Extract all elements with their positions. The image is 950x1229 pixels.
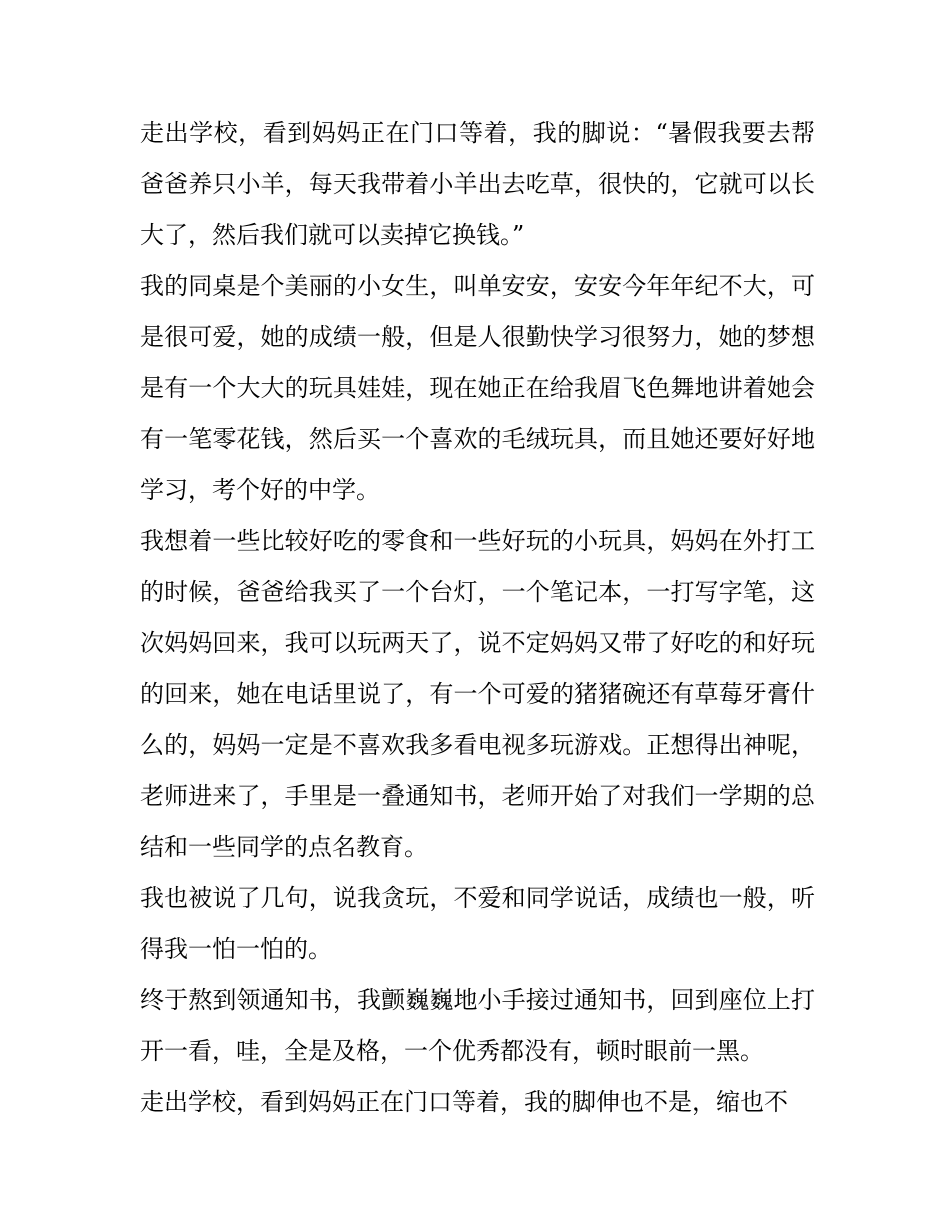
document-body — [140, 108, 815, 1128]
paragraph-2: 我的同桌是个美丽的小女生，叫单安安，安安今年年纪不大，可是很可爱，她的成绩一般，但是人很勤快学习很努力，她的梦想是有一个大大的玩具娃娃，现在她正在给我眉飞色舞地讲着她会有一笔零花钱，然后买一个喜欢的毛绒玩具，而且她还要好好地学习，考个好的中学。 — [140, 272, 815, 504]
paragraph-3: 我想着一些比较好吃的零食和一些好玩的小玩具，妈妈在外打工的时候，爸爸给我买了一个台灯，一个笔记本，一打写字笔，这次妈妈回来，我可以玩两天了，说不定妈妈又带了好吃的和好玩的回来，她在电话里说了，有一个可爱的猪猪碗还有草莓牙膏什么的，妈妈一定是不喜欢我多看电视多玩游戏。正想得出神呢，老师进来了，手里是一叠通知书，老师开始了对我们一学期的总结和一些同学的点名教育。 — [140, 527, 815, 861]
paragraph-5: 终于熬到领通知书，我颤巍巍地小手接过通知书，回到座位上打开一看，哇，全是及格，一个优秀都没有，顿时眼前一黑。 — [140, 986, 815, 1065]
paragraph-6: 走出学校，看到妈妈正在门口等着，我的脚伸也不是，缩也不 — [140, 1088, 788, 1116]
paragraph-4: 我也被说了几句，说我贪玩，不爱和同学说话，成绩也一般，听得我一怕一怕的。 — [140, 884, 815, 963]
paragraph-1: 走出学校，看到妈妈正在门口等着，我的脚说：“暑假我要去帮爸爸养只小羊，每天我带着小羊出去吃草，很快的，它就可以长大了，然后我们就可以卖掉它换钱。” — [140, 119, 815, 249]
